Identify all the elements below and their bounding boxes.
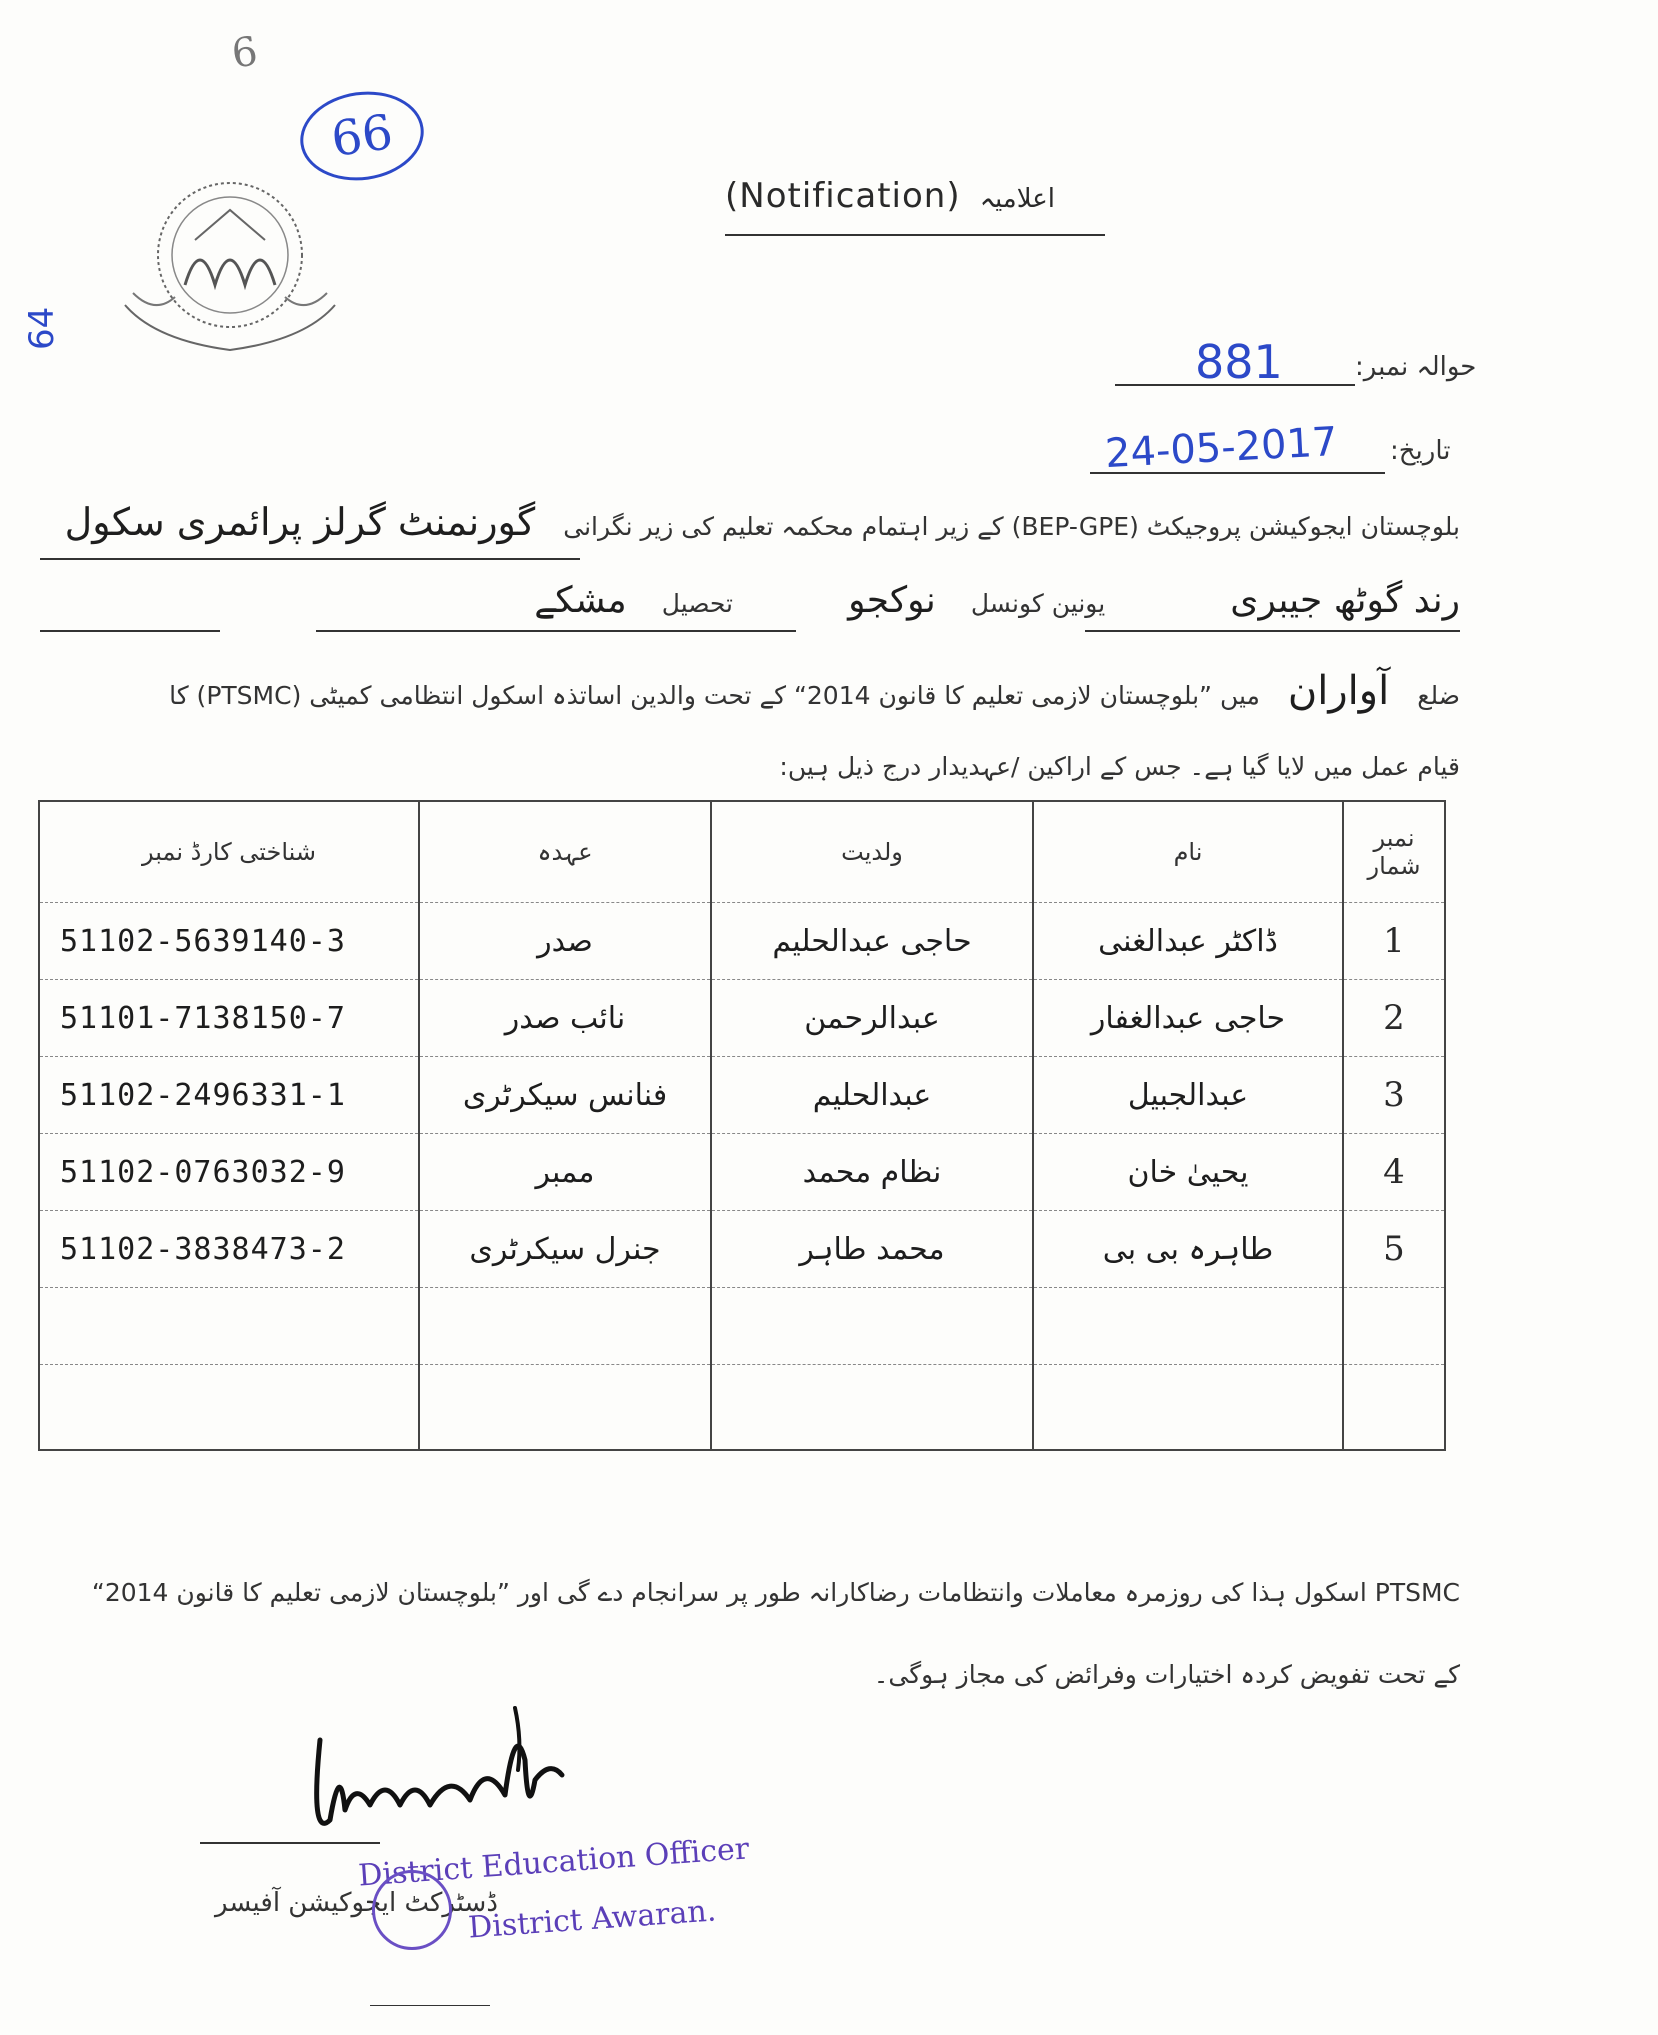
stamp-designation: District Education Officer (357, 1831, 751, 1894)
officer-urdu: ڈسٹرکٹ ایجوکیشن آفیسر (215, 1888, 498, 1918)
intro-line-4: قیام عمل میں لایا گیا ہے۔ جس کے اراکین /عہدیدار درج ذیل ہیں: (779, 752, 1460, 781)
closing-line-1: PTSMC اسکول ہذا کی روزمرہ معاملات وانتظامات رضاکارانہ طور پر سرانجام دے گی اور ”بلوچستان لازمی تعلیم کا قانون 2014“ (91, 1578, 1460, 1607)
row-name: طاہرہ بی بی (1033, 1211, 1343, 1288)
table-row (39, 1134, 1445, 1211)
row-parentage: محمد طاہر (711, 1211, 1033, 1288)
row-designation: فنانس سیکرٹری (419, 1057, 711, 1134)
table-row (39, 1365, 1445, 1451)
reference-number: 881 (1195, 335, 1283, 389)
intro-printed-1: بلوچستان ایجوکیشن پروجیکٹ (BEP-GPE) کے زیر اہتمام محکمہ تعلیم کی زیر نگرانی (563, 512, 1460, 541)
page-number: 66 (327, 104, 397, 168)
row-serial: 3 (1343, 1057, 1445, 1134)
intro-line-3 (40, 668, 1460, 714)
row-serial: 5 (1343, 1211, 1445, 1288)
reference-line (1115, 384, 1355, 386)
stamp-district: District Awaran. (467, 1893, 718, 1946)
table-row (39, 1211, 1445, 1288)
title-english: (Notification) (725, 176, 961, 216)
table-row (39, 1057, 1445, 1134)
row-serial: 2 (1343, 980, 1445, 1057)
title-urdu: اعلامیہ (979, 184, 1055, 214)
village-name: رند گوٹھ جیبری (1230, 580, 1460, 621)
row-name: یحییٰ خان (1033, 1134, 1343, 1211)
row-serial (1343, 1288, 1445, 1365)
tehsil-label: تحصیل (661, 589, 734, 618)
union-council-line (316, 630, 796, 632)
table-row (39, 1288, 1445, 1365)
table-header-row (39, 801, 1445, 903)
row-parentage: عبدالحلیم (711, 1057, 1033, 1134)
row-designation: ممبر (419, 1134, 711, 1211)
row-parentage: نظام محمد (711, 1134, 1033, 1211)
row-cnic: 51101-7138150-7 (39, 980, 419, 1057)
union-council-label: یونین کونسل (970, 589, 1106, 618)
header-designation: عہدہ (419, 801, 711, 903)
stamp-seal-icon (372, 1870, 452, 1950)
row-parentage: حاجی عبدالحلیم (711, 903, 1033, 980)
row-designation: نائب صدر (419, 980, 711, 1057)
row-cnic (39, 1288, 419, 1365)
row-cnic: 51102-2496331-1 (39, 1057, 419, 1134)
school-line (40, 558, 580, 560)
header-serial: نمبر شمار (1343, 801, 1445, 903)
row-parentage (711, 1288, 1033, 1365)
reference-label: حوالہ نمبر: (1355, 352, 1477, 382)
signature-line (200, 1842, 380, 1844)
signature-icon (300, 1700, 580, 1850)
row-designation: جنرل سیکرٹری (419, 1211, 711, 1288)
intro-line-1 (40, 500, 1460, 544)
date-label: تاریخ: (1390, 436, 1451, 466)
intro-printed-3: میں ”بلوچستان لازمی تعلیم کا قانون 2014“ کے تحت والدین اساتذہ اسکول انتظامی کمیٹی (PTSMC) کا (169, 681, 1260, 710)
row-serial: 1 (1343, 903, 1445, 980)
union-council-name: نوکجو (848, 580, 936, 621)
row-designation (419, 1288, 711, 1365)
row-name (1033, 1365, 1343, 1451)
table-row (39, 903, 1445, 980)
district-label: ضلع (1417, 681, 1460, 710)
corner-mark: 6 (228, 28, 261, 78)
date-line (1090, 472, 1385, 474)
bottom-line (370, 2005, 490, 2006)
title-underline (725, 234, 1105, 236)
header-parentage: ولدیت (711, 801, 1033, 903)
row-parentage (711, 1365, 1033, 1451)
school-name: گورنمنٹ گرلز پرائمری سکول (64, 500, 536, 544)
header-name: نام (1033, 801, 1343, 903)
tehsil-line (40, 630, 220, 632)
header-cnic: شناختی کارڈ نمبر (39, 801, 419, 903)
row-name (1033, 1288, 1343, 1365)
row-name: عبدالجبیل (1033, 1057, 1343, 1134)
margin-mark: 64 (22, 306, 62, 350)
row-serial: 4 (1343, 1134, 1445, 1211)
row-name: ڈاکٹر عبدالغنی (1033, 903, 1343, 980)
row-parentage: عبدالرحمن (711, 980, 1033, 1057)
row-cnic: 51102-5639140-3 (39, 903, 419, 980)
date-value: 24-05-2017 (1103, 418, 1339, 478)
tehsil-name: مشکے (534, 580, 627, 621)
notification-title (725, 176, 1105, 216)
row-designation (419, 1365, 711, 1451)
village-line (1085, 630, 1460, 632)
intro-line-2 (40, 580, 1460, 621)
row-cnic: 51102-0763032-9 (39, 1134, 419, 1211)
row-designation: صدر (419, 903, 711, 980)
closing-line-2: کے تحت تفویض کردہ اختیارات وفرائض کی مجاز ہوگی۔ (873, 1660, 1460, 1689)
row-cnic: 51102-3838473-2 (39, 1211, 419, 1288)
table-row (39, 980, 1445, 1057)
row-cnic (39, 1365, 419, 1451)
balochistan-emblem-icon (115, 165, 345, 365)
members-table (38, 800, 1446, 1451)
row-serial (1343, 1365, 1445, 1451)
district-name: آواران (1287, 668, 1390, 714)
row-name: حاجی عبدالغفار (1033, 980, 1343, 1057)
